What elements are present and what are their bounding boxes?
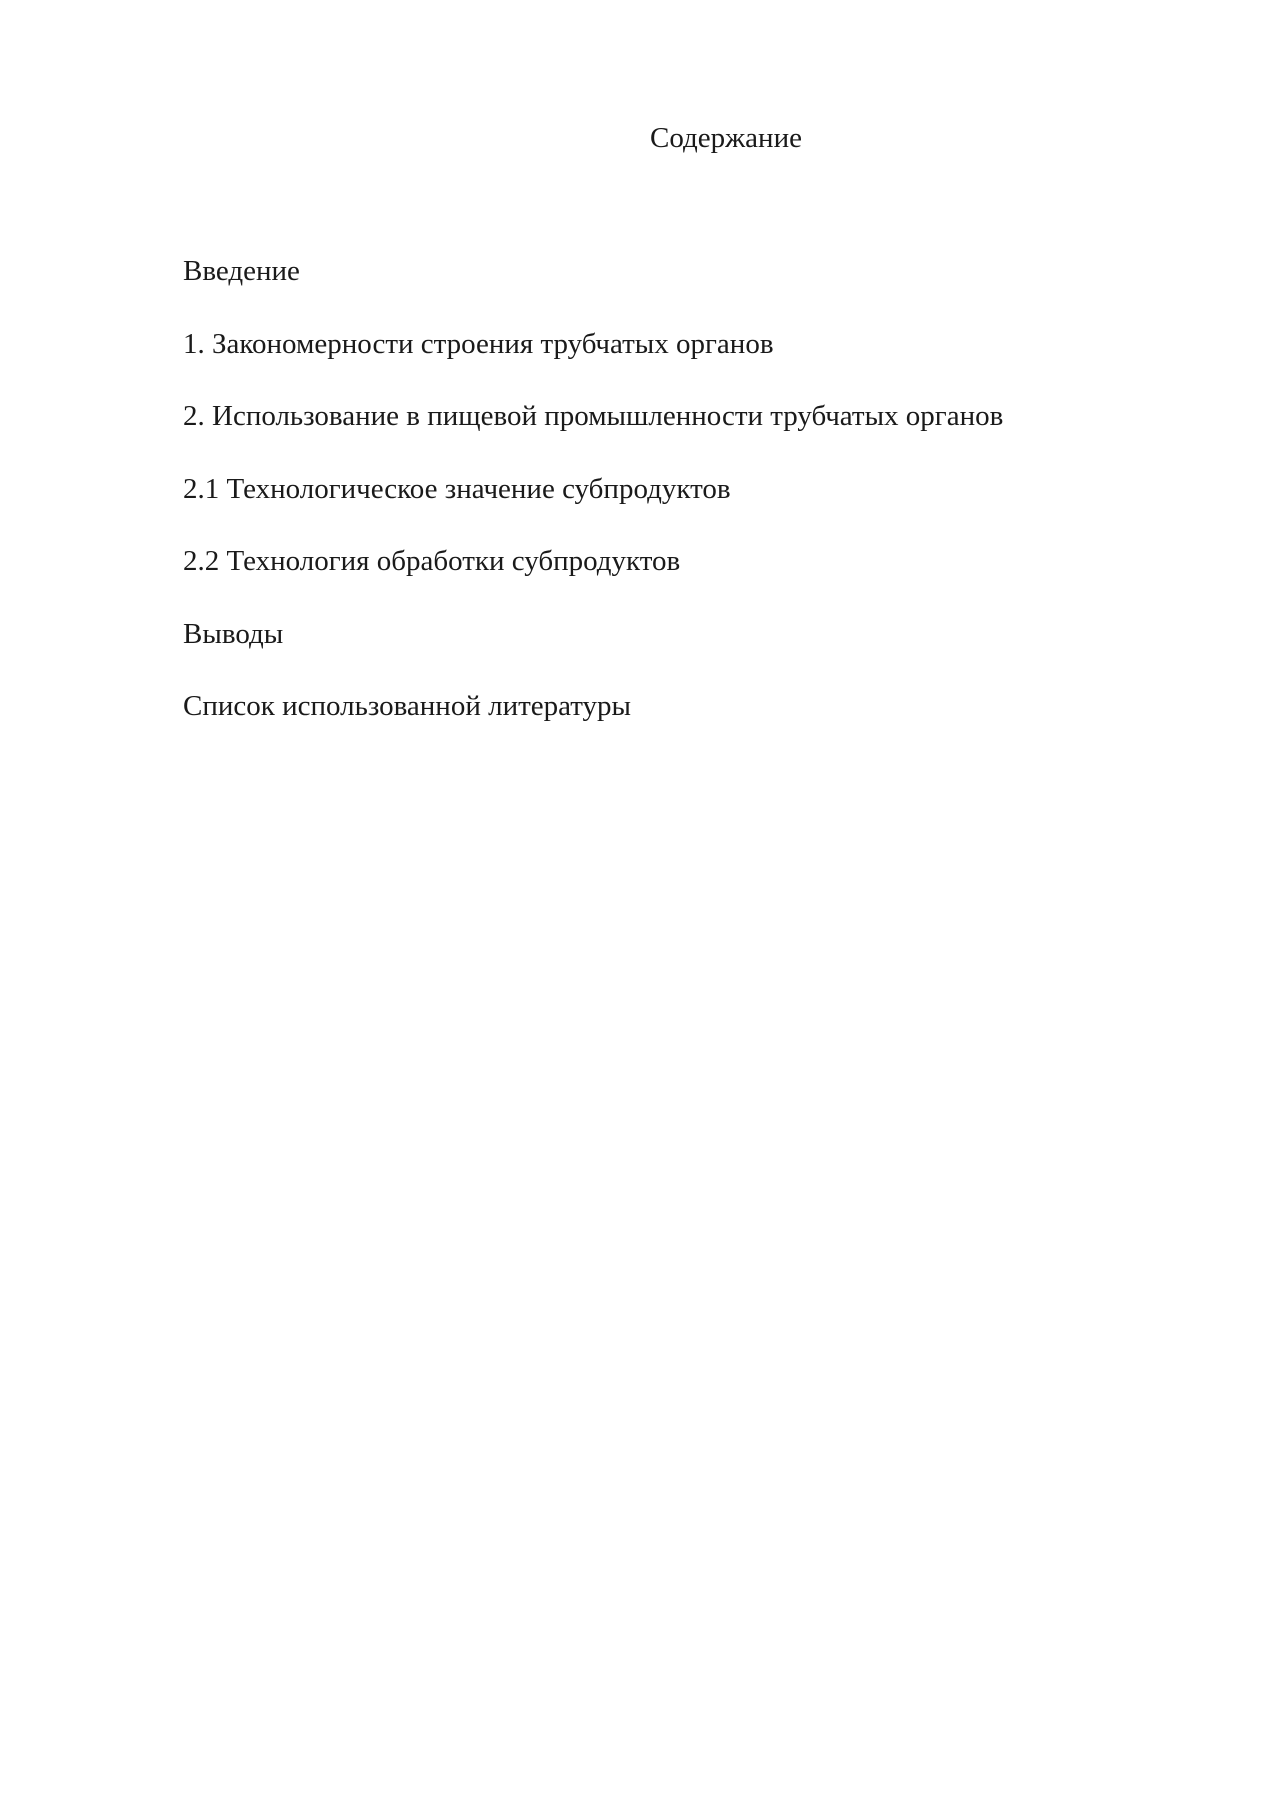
toc-item-section-2: 2. Использование в пищевой промышленности трубчатых органов [183,400,1004,432]
toc-item-section-2-1: 2.1 Технологическое значение субпродуктов [183,472,731,505]
toc-item-section-1: 1. Закономерности строения трубчатых органов [183,327,774,360]
toc-item-conclusions: Выводы [183,617,284,650]
table-of-contents [183,253,1183,761]
page-title: Содержание [650,122,802,154]
toc-item-section-2-2: 2.2 Технология обработки субпродуктов [183,545,681,577]
toc-item-references: Список использованной литературы [183,690,632,722]
toc-item-introduction: Введение [183,255,300,287]
